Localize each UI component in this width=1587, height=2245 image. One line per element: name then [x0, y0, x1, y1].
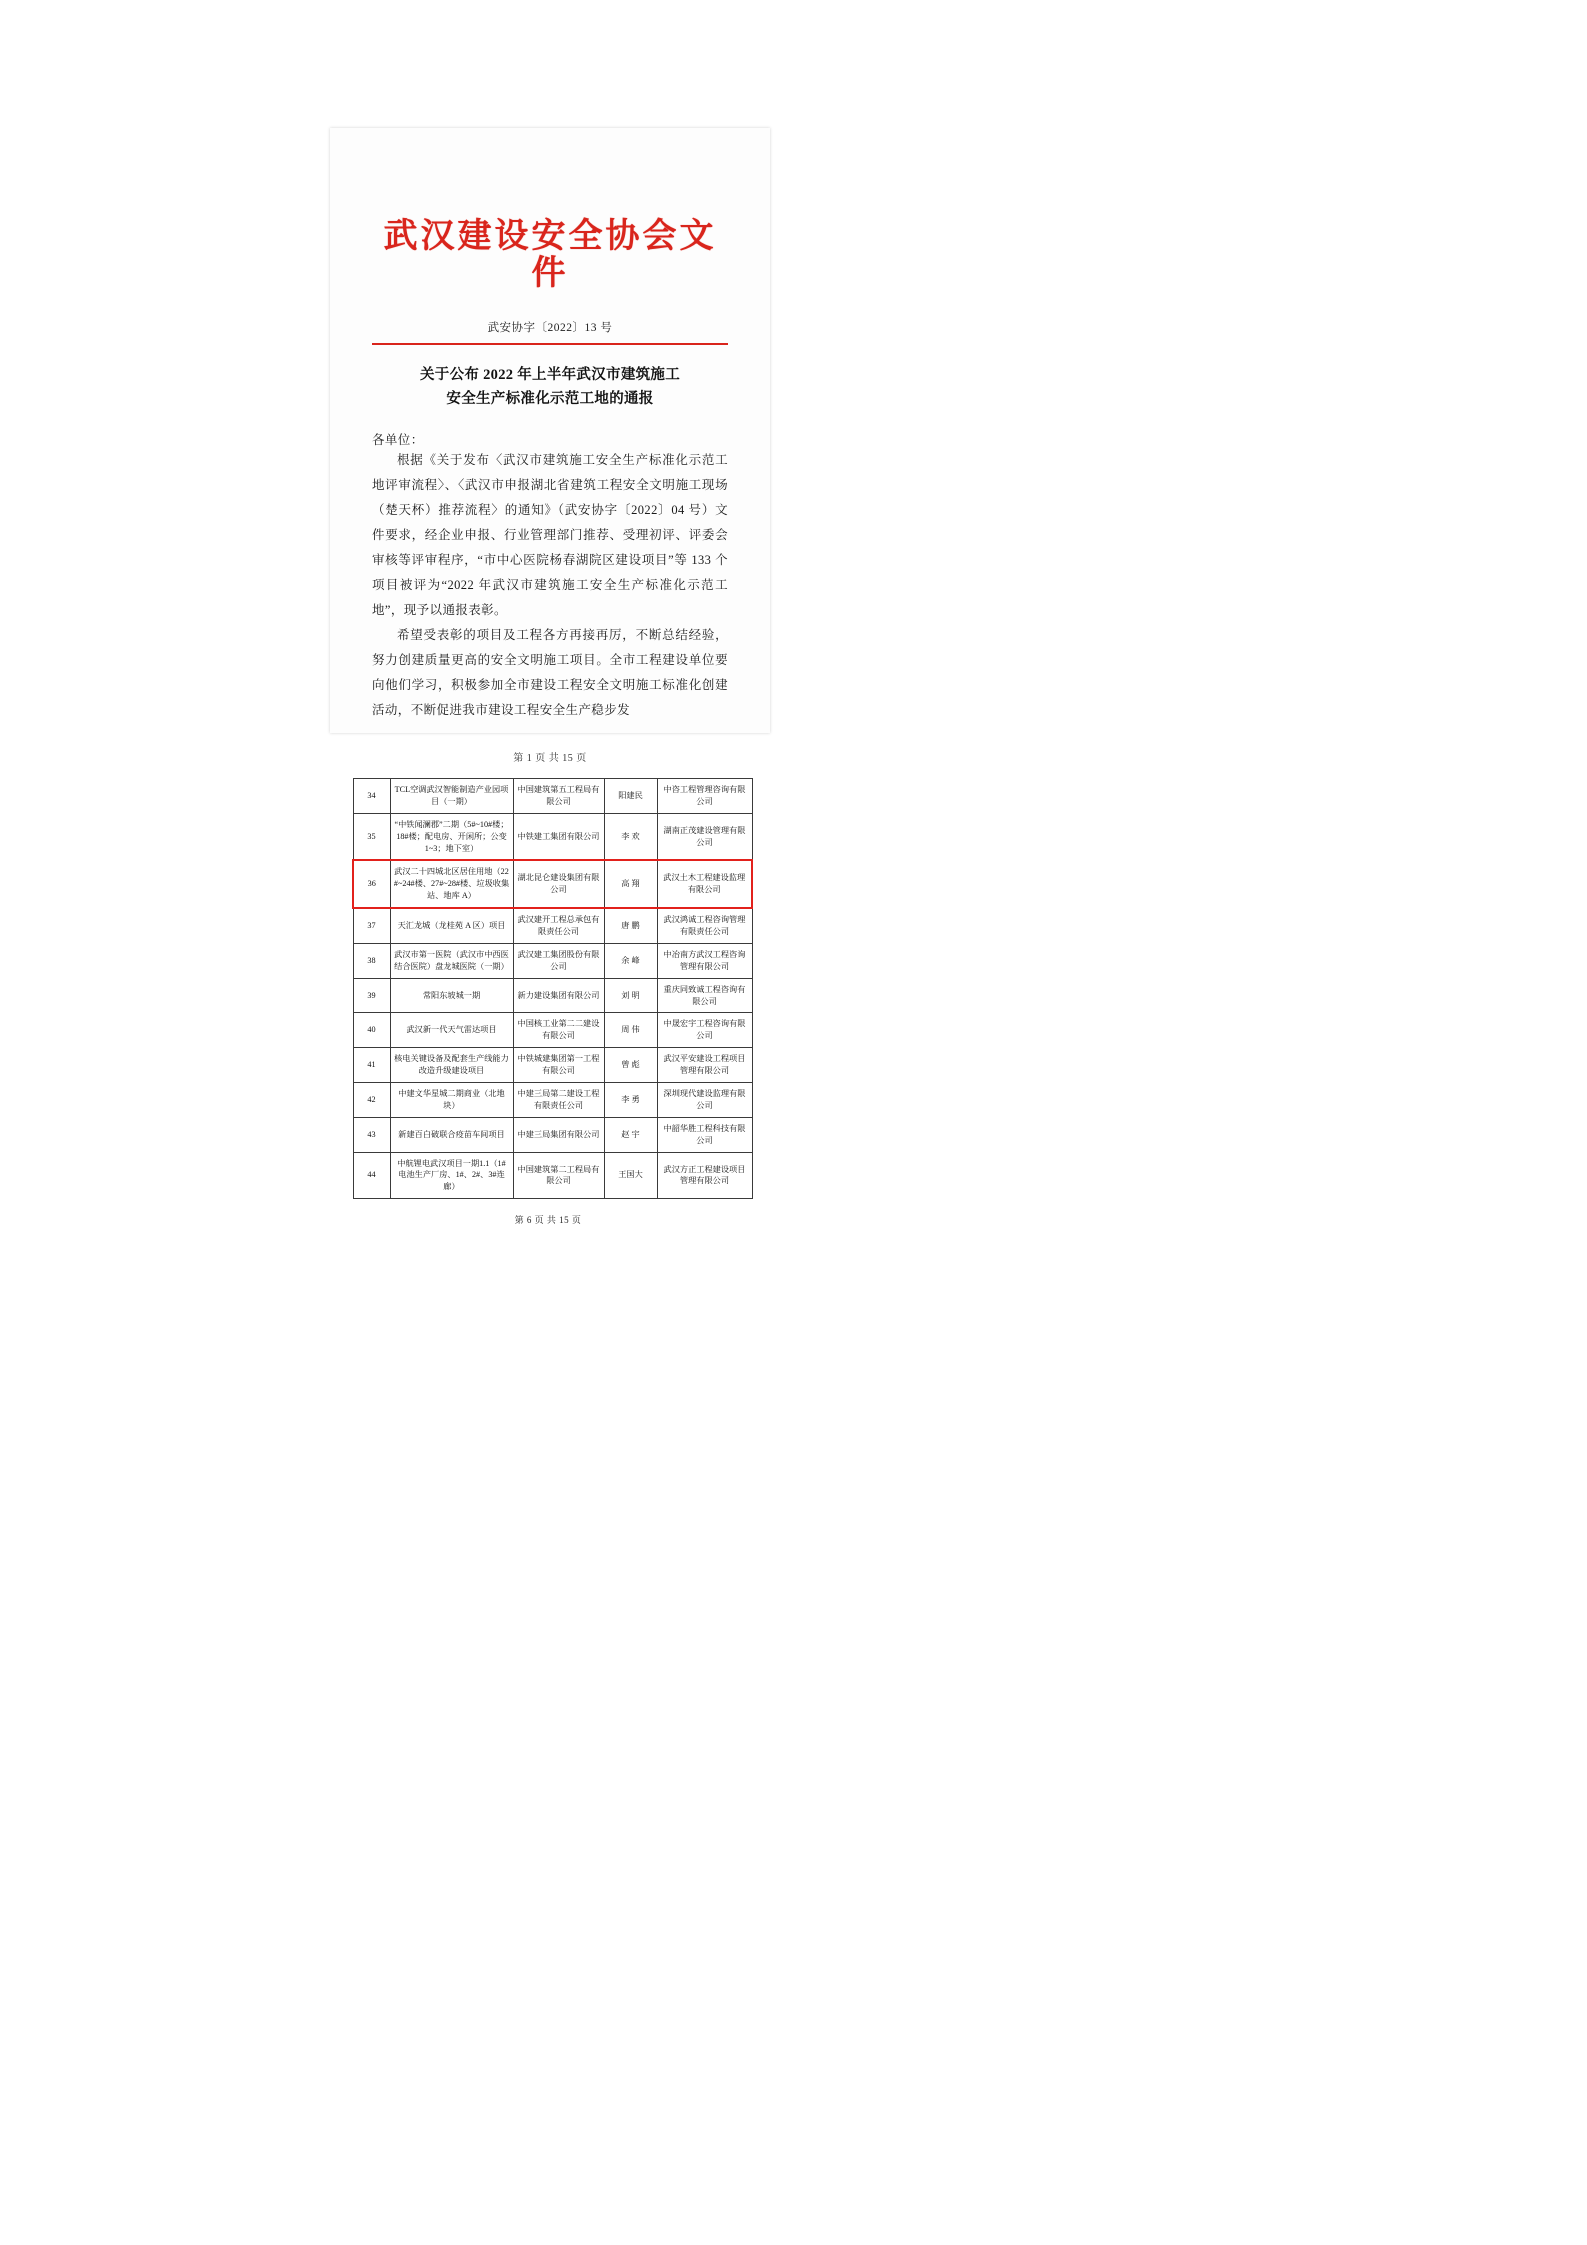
salutation: 各单位：: [372, 433, 424, 448]
row-person: 唐 鹏: [604, 908, 657, 943]
page-1-content: [372, 168, 728, 764]
row-supervisor: 中咨工程管理咨询有限公司: [657, 779, 752, 814]
table-row: [353, 978, 752, 1013]
row-person: 李 欢: [604, 813, 657, 860]
row-project-name: 新建百白破联合疫苗车间项目: [390, 1117, 513, 1152]
row-supervisor: 深圳现代建设监理有限公司: [657, 1083, 752, 1118]
row-project-name: 中航锂电武汉项目一期1.1（1#电池生产厂房、1#、2#、3#连廊）: [390, 1152, 513, 1199]
row-person: 刘 明: [604, 978, 657, 1013]
row-contractor: 中铁城建集团第一工程有限公司: [513, 1048, 604, 1083]
row-number: 34: [353, 779, 390, 814]
row-project-name: 武汉二十四城北区居住用地（22#~24#楼、27#~28#楼、垃圾收集站、地库 A）: [390, 860, 513, 908]
table-row: [353, 908, 752, 943]
row-contractor: 湖北昆仑建设集团有限公司: [513, 860, 604, 908]
row-contractor: 中国建筑第二工程局有限公司: [513, 1152, 604, 1199]
body-paragraph-2: 希望受表彰的项目及工程各方再接再厉，不断总结经验，努力创建质量更高的安全文明施工项目。全市工程建设单位要向他们学习，积极参加全市建设工程安全文明施工标准化创建活动，不断促进我市建设工程安全生产稳步发: [372, 628, 728, 718]
row-number: 37: [353, 908, 390, 943]
row-project-name: “中铁闻澜郡”二期（5#~10#楼；18#楼；配电房、开闲所；公变 1~3；地下室）: [390, 813, 513, 860]
row-supervisor: 重庆同致诚工程咨询有限公司: [657, 978, 752, 1013]
row-contractor: 中建三局第二建设工程有限责任公司: [513, 1083, 604, 1118]
table-row: [353, 1013, 752, 1048]
body-paragraph-1: 根据《关于发布〈武汉市建筑施工安全生产标准化示范工地评审流程〉、〈武汉市申报湖北省建筑工程安全文明施工现场（楚天杯）推荐流程〉的通知》（武安协字〔2022〕04 号）文件要求，经企业申报、行业管理部门推荐、受理初评、评委会审核等评审程序，“市中心医院杨春湖院区建设项目”等 133 个项目被评为“2022 年武汉市建筑施工安全生产标准化示范工地”，现予以通报表彰。: [372, 453, 728, 618]
table-row: [353, 813, 752, 860]
row-project-name: 武汉市第一医院（武汉市中西医结合医院）盘龙城医院（一期）: [390, 943, 513, 978]
page-6-footer: 第 6 页 共 15 页: [514, 1215, 582, 1226]
row-project-name: 核电关键设备及配套生产线能力改造升级建设项目: [390, 1048, 513, 1083]
row-contractor: 新力建设集团有限公司: [513, 978, 604, 1013]
row-supervisor: 武汉鸿诚工程咨询管理有限责任公司: [657, 908, 752, 943]
row-supervisor: 武汉方正工程建设项目管理有限公司: [657, 1152, 752, 1199]
table-row: [353, 779, 752, 814]
project-list-body: [353, 779, 752, 1199]
table-row: [353, 1117, 752, 1152]
table-row: [353, 1048, 752, 1083]
row-person: 王国大: [604, 1152, 657, 1199]
row-number: 44: [353, 1152, 390, 1199]
row-project-name: TCL空调武汉智能制造产业园项目（一期）: [390, 779, 513, 814]
row-number: 42: [353, 1083, 390, 1118]
subject-line-2: 安全生产标准化示范工地的通报: [446, 391, 654, 408]
table-row: [353, 943, 752, 978]
row-project-name: 武汉新一代天气雷达项目: [390, 1013, 513, 1048]
document-number: 武安协字〔2022〕13 号: [487, 321, 613, 334]
row-number: 35: [353, 813, 390, 860]
row-supervisor: 湖南正茂建设管理有限公司: [657, 813, 752, 860]
row-project-name: 天汇龙城（龙桂苑 A 区）项目: [390, 908, 513, 943]
row-number: 43: [353, 1117, 390, 1152]
row-person: 赵 宇: [604, 1117, 657, 1152]
row-person: 余 峰: [604, 943, 657, 978]
row-person: 曾 彪: [604, 1048, 657, 1083]
row-number: 38: [353, 943, 390, 978]
project-list-table: [352, 778, 753, 1199]
row-contractor: 中国核工业第二二建设有限公司: [513, 1013, 604, 1048]
document-page-1: [330, 128, 770, 765]
row-project-name: 中建文华星城二期商业（北地块）: [390, 1083, 513, 1118]
row-person: 李 勇: [604, 1083, 657, 1118]
row-number: 36: [353, 860, 390, 908]
document-page-6: [352, 778, 744, 1378]
row-contractor: 中铁建工集团有限公司: [513, 813, 604, 860]
row-person: 阳建民: [604, 779, 657, 814]
row-number: 39: [353, 978, 390, 1013]
table-row: [353, 1083, 752, 1118]
row-contractor: 中国建筑第五工程局有限公司: [513, 779, 604, 814]
table-row: [353, 1152, 752, 1199]
row-contractor: 武汉建开工程总承包有限责任公司: [513, 908, 604, 943]
row-supervisor: 武汉平安建设工程项目管理有限公司: [657, 1048, 752, 1083]
row-supervisor: 中韶华胜工程科技有限公司: [657, 1117, 752, 1152]
subject-line-1: 关于公布 2022 年上半年武汉市建筑施工: [419, 366, 681, 383]
row-person: 周 伟: [604, 1013, 657, 1048]
row-contractor: 武汉建工集团股份有限公司: [513, 943, 604, 978]
row-supervisor: 武汉土木工程建设监理有限公司: [657, 860, 752, 908]
page-title: 武汉建设安全协会文件: [383, 218, 717, 293]
row-person: 高 翔: [604, 860, 657, 908]
page-1-footer: 第 1 页 共 15 页: [513, 753, 587, 765]
row-number: 40: [353, 1013, 390, 1048]
table-row: [353, 860, 752, 908]
row-contractor: 中建三局集团有限公司: [513, 1117, 604, 1152]
row-project-name: 常阳东坡城一期: [390, 978, 513, 1013]
document-subject: [372, 363, 728, 412]
red-divider: [372, 343, 728, 345]
row-supervisor: 中晟宏宇工程咨询有限公司: [657, 1013, 752, 1048]
row-supervisor: 中冶南方武汉工程咨询管理有限公司: [657, 943, 752, 978]
row-number: 41: [353, 1048, 390, 1083]
